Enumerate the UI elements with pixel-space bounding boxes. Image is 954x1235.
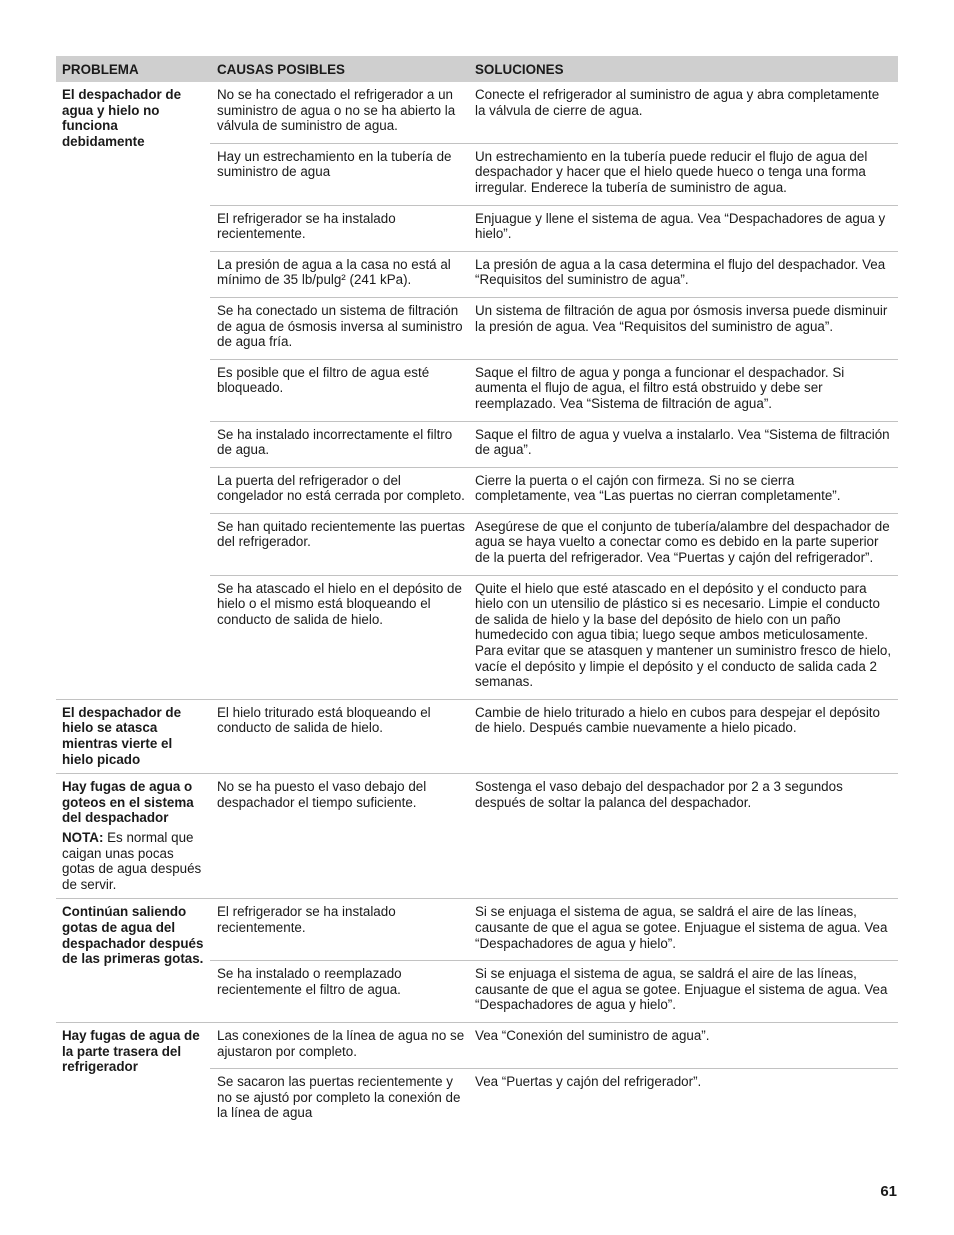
cause-cell: Es posible que el filtro de agua esté bloqueado. bbox=[217, 364, 430, 396]
cause-cell: El hielo triturado está bloqueando el conducto de salida de hielo. bbox=[217, 704, 431, 736]
solution-cell: Saque el filtro de agua y vuelva a instalarlo. Vea “Sistema de filtración de agua”. bbox=[475, 426, 890, 458]
cause-cell: Se ha instalado o reemplazado recientemente el filtro de agua. bbox=[217, 966, 402, 997]
table-row bbox=[210, 252, 898, 298]
page-number: 61 bbox=[880, 1183, 897, 1200]
cause-solution-rows bbox=[210, 774, 898, 898]
solution-cell: La presión de agua a la casa determina el flujo del despachador. Vea “Requisitos del suministro de agua”. bbox=[475, 256, 886, 288]
problem-title: Hay fugas de agua o goteos en el sistema del despachador bbox=[62, 779, 194, 826]
cause-solution-rows bbox=[210, 82, 898, 699]
table-header bbox=[56, 56, 898, 82]
cause-cell: Se ha conectado un sistema de filtración de agua de ósmosis inversa al suministro de agua fría. bbox=[217, 302, 463, 350]
problem-cell: El despachador de hielo se atasca mientras vierte el hielo picado bbox=[62, 704, 182, 767]
solution-cell: Si se enjuaga el sistema de agua, se saldrá el aire de las líneas, causante de que el agua se gotee. Enjuague el sistema de agua. Vea “Despachadores de agua y hielo”. bbox=[475, 904, 888, 951]
table-row bbox=[210, 1023, 898, 1069]
solution-cell: Si se enjuaga el sistema de agua, se saldrá el aire de las líneas, causante de que el agua se gotee. Enjuague el sistema de agua. Vea “Despachadores de agua y hielo”. bbox=[475, 966, 888, 1013]
problem-group bbox=[56, 774, 898, 899]
solution-cell: Asegúrese de que el conjunto de tubería/alambre del despachador de agua se haya vuelto a conectar como es debido en la parte superior de la puerta del refrigerador. Vea “Puertas y cajón del refrigerador”. bbox=[475, 518, 890, 566]
cause-cell: La puerta del refrigerador o del congelador no está cerrada por completo. bbox=[217, 472, 465, 504]
table-row bbox=[210, 422, 898, 468]
cause-cell: No se ha puesto el vaso debajo del despachador el tiempo suficiente. bbox=[217, 779, 427, 810]
table-row bbox=[210, 468, 898, 514]
problem-group bbox=[56, 899, 898, 1023]
cause-cell: No se ha conectado el refrigerador a un suministro de agua o no se ha abierto la válvula de suministro de agua. bbox=[217, 87, 456, 134]
solution-cell: Quite el hielo que esté atascado en el depósito y el conducto para hielo con un utensilio de plástico si es necesario. Limpie el conducto de salida de hielo y la base del depósito de hielo con un paño humedecido con agua tibia; luego seque ambos meticulosamente. Para evitar que se atasquen y mantener un suministro fresco de hielo, vacíe el depósito y limpie el depósito y el conducto de salida cada 2 semanas. bbox=[475, 580, 892, 690]
table-row bbox=[210, 961, 898, 1022]
solution-cell: Enjuague y llene el sistema de agua. Vea “Despachadores de agua y hielo”. bbox=[475, 210, 886, 242]
header-problema: PROBLEMA bbox=[62, 61, 139, 77]
problem-group bbox=[56, 82, 898, 700]
solution-cell: Cambie de hielo triturado a hielo en cubos para despejar el depósito de hielo. Después cambie nuevamente a hielo picado. bbox=[475, 704, 880, 736]
problem-cell: Hay fugas de agua de la parte trasera del refrigerador bbox=[62, 1027, 200, 1075]
table-row bbox=[210, 514, 898, 576]
table-row bbox=[210, 576, 898, 699]
solution-cell: Conecte el refrigerador al suministro de agua y abra completamente la válvula de cierre de agua. bbox=[475, 87, 880, 118]
cause-cell: El refrigerador se ha instalado recientemente. bbox=[217, 210, 396, 242]
cause-cell: Las conexiones de la línea de agua no se ajustaron por completo. bbox=[217, 1027, 465, 1059]
cause-cell: Hay un estrechamiento en la tubería de suministro de agua bbox=[217, 148, 452, 180]
solution-cell: Vea “Conexión del suministro de agua”. bbox=[475, 1027, 710, 1043]
troubleshooting-table bbox=[56, 56, 898, 1130]
problem-note bbox=[62, 830, 204, 892]
table-row bbox=[210, 899, 898, 961]
table-row bbox=[210, 144, 898, 206]
cause-cell: Se ha instalado incorrectamente el filtro de agua. bbox=[217, 426, 453, 458]
cause-cell: Se han quitado recientemente las puertas del refrigerador. bbox=[217, 518, 465, 550]
table-row bbox=[210, 206, 898, 252]
cause-solution-rows bbox=[210, 1023, 898, 1130]
table-row bbox=[210, 298, 898, 360]
problem-group bbox=[56, 700, 898, 774]
problem-cell bbox=[56, 774, 210, 898]
solution-cell: Vea “Puertas y cajón del refrigerador”. bbox=[475, 1074, 702, 1090]
solution-cell: Un sistema de filtración de agua por ósmosis inversa puede disminuir la presión de agua. Vea “Requisitos del suministro de agua”. bbox=[475, 302, 888, 334]
problem-cell: El despachador de agua y hielo no funciona debidamente bbox=[62, 87, 182, 149]
table-row bbox=[210, 774, 898, 819]
table-row bbox=[210, 360, 898, 422]
solution-cell: Cierre la puerta o el cajón con firmeza. Si no se cierra completamente, vea “Las puertas no cierran completamente”. bbox=[475, 472, 841, 504]
note-label: NOTA: bbox=[62, 829, 104, 845]
cause-cell: Se ha atascado el hielo en el depósito de hielo o el mismo está bloqueando el conducto de salida de hielo. bbox=[217, 580, 462, 627]
problem-group bbox=[56, 1023, 898, 1130]
table-row bbox=[210, 82, 898, 144]
cause-cell: La presión de agua a la casa no está al mínimo de 35 lb/pulg² (241 kPa). bbox=[217, 256, 451, 288]
solution-cell: Un estrechamiento en la tubería puede reducir el flujo de agua del despachador y hacer que el hielo quede hueco o tenga una forma irregular. Enderece la tubería de suministro de agua. bbox=[475, 148, 868, 195]
problem-cell: Continúan saliendo gotas de agua del despachador después de las primeras gotas. bbox=[62, 904, 204, 967]
solution-cell: Sostenga el vaso debajo del despachador por 2 a 3 segundos después de soltar la palanca del despachador. bbox=[475, 779, 843, 810]
note-text: Es normal que caigan unas pocas gotas de agua después de servir. bbox=[62, 829, 202, 892]
header-causas: CAUSAS POSIBLES bbox=[217, 61, 345, 77]
table-row bbox=[210, 700, 898, 745]
table-row bbox=[210, 1069, 898, 1130]
cause-solution-rows bbox=[210, 899, 898, 1022]
cause-cell: El refrigerador se ha instalado recientemente. bbox=[217, 904, 396, 935]
cause-solution-rows bbox=[210, 700, 898, 773]
solution-cell: Saque el filtro de agua y ponga a funcionar el despachador. Si aumenta el flujo de agua, el filtro está obstruido y debe ser reemplazado. Vea “Sistema de filtración de agua”. bbox=[475, 364, 845, 411]
header-soluciones: SOLUCIONES bbox=[475, 61, 564, 77]
cause-cell: Se sacaron las puertas recientemente y no se ajustó por completo la conexión de la línea de agua bbox=[217, 1074, 461, 1121]
